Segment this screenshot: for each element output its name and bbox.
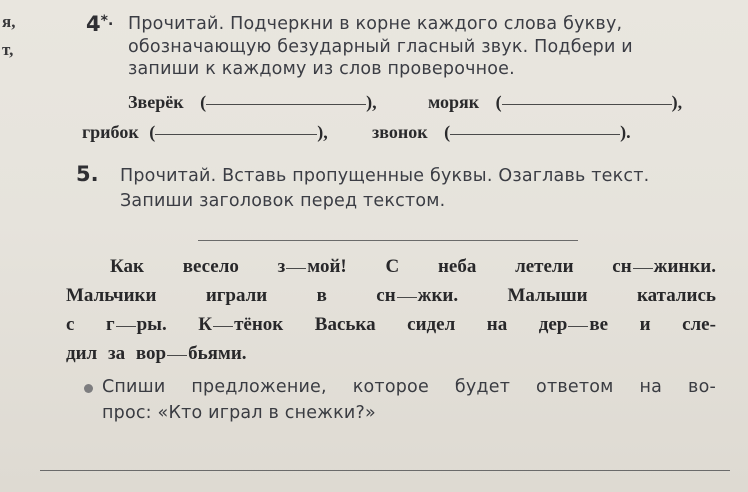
word-item: звонок ( ). [372,122,631,142]
answer-blank[interactable] [206,103,366,105]
missing-letter-gap[interactable] [633,267,653,269]
word-label: грибок [82,122,139,142]
bullet-instruction-line: прос: «Кто играл в снежки?» [102,403,376,423]
missing-letter-gap[interactable] [116,325,136,327]
word-label: моряк [428,92,480,112]
text-line: дил за вор бьями. [66,343,247,364]
missing-letter-gap[interactable] [397,296,417,298]
text-line: Мальчики играли в сн жки. Малыши катались [66,285,716,306]
word-item: моряк ( ), [428,92,683,112]
bullet-icon [84,384,93,393]
word-label: звонок [372,122,428,142]
missing-letter-gap[interactable] [213,325,233,327]
word-item: грибок ( ), [82,122,328,142]
text-line: с г ры. К тёнок Васька сидел на дер ве и сле- [66,314,716,335]
task-5-number: 5. [76,162,99,186]
margin-fragment: т, [2,40,14,59]
task-5-instruction-line: Прочитай. Вставь пропущенные буквы. Озаглавь текст. [120,166,650,186]
missing-letter-gap[interactable] [286,267,306,269]
text-line: Как весело з мой! С неба летели сн жинки. [110,256,716,277]
answer-blank[interactable] [450,133,620,135]
word-item: Зверёк ( ), [128,92,377,112]
bullet-instruction-line: Спиши предложение, которое будет ответом на во- [102,377,716,397]
task-4-number: 4*. [86,12,114,36]
task-4-instruction-line: запиши к каждому из слов проверочное. [128,59,515,79]
task-4-instruction-line: Прочитай. Подчеркни в корне каждого слова букву, [128,14,623,34]
task-5-instruction-line: Запиши заголовок перед текстом. [120,191,446,211]
task-4-instruction-line: обозначающую безударный гласный звук. Подбери и [128,37,633,57]
answer-line[interactable] [40,470,730,471]
missing-letter-gap[interactable] [167,354,187,356]
missing-letter-gap[interactable] [568,325,588,327]
answer-blank[interactable] [155,133,317,135]
margin-fragment: я, [2,12,16,31]
title-answer-line[interactable] [198,240,578,241]
word-label: Зверёк [128,92,184,112]
answer-blank[interactable] [502,103,672,105]
